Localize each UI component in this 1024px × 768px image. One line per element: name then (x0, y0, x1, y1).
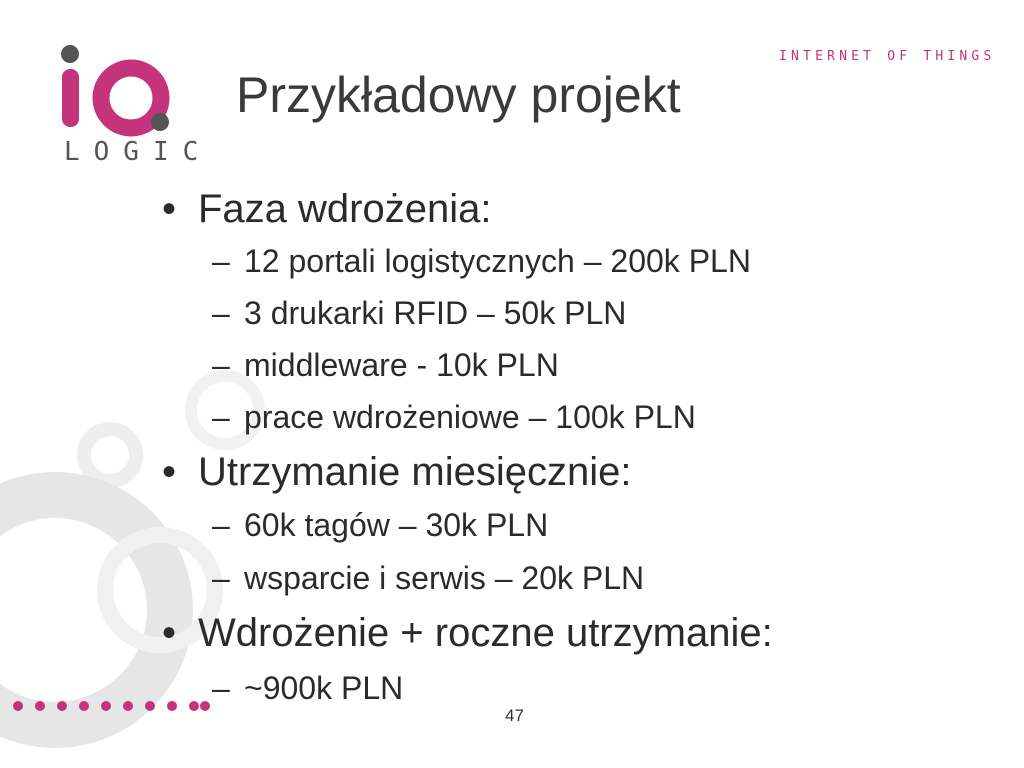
bullet-item (162, 187, 491, 232)
sub-item-text: 12 portali logistycznych – 200k PLN (244, 243, 751, 279)
sub-item (212, 347, 559, 384)
bullet-item (162, 611, 773, 656)
bullet-text: Wdrożenie + roczne utrzymanie: (198, 611, 773, 655)
page-number: 47 (505, 706, 524, 725)
dash-marker: – (212, 560, 230, 596)
sub-item (212, 560, 644, 597)
sub-item-text: 3 drukarki RFID – 50k PLN (244, 295, 627, 331)
sub-item (212, 399, 696, 436)
sub-item-text: 60k tagów – 30k PLN (244, 507, 549, 543)
sub-item (212, 670, 403, 707)
dash-marker: – (212, 347, 230, 383)
bullet-marker: • (162, 611, 177, 655)
sub-item-text: ~900k PLN (244, 670, 404, 706)
sub-item (212, 243, 751, 280)
bullet-text: Faza wdrożenia: (198, 187, 492, 231)
bullet-marker: • (162, 450, 177, 494)
bullet-text: Utrzymanie miesięcznie: (198, 450, 632, 494)
sub-item-text: prace wdrożeniowe – 100k PLN (244, 399, 696, 435)
bullet-marker: • (162, 187, 177, 231)
sub-item-text: middleware - 10k PLN (244, 347, 559, 383)
sub-item (212, 295, 626, 332)
tagline: INTERNET OF THINGS (779, 49, 996, 64)
dash-marker: – (212, 507, 230, 543)
bullet-item (162, 450, 631, 495)
dash-marker: – (212, 243, 230, 279)
sub-item (212, 507, 548, 544)
dash-marker: – (212, 670, 230, 706)
logo-wordmark: LOGIC (64, 137, 213, 167)
sub-item-text: wsparcie i serwis – 20k PLN (244, 560, 645, 596)
dash-marker: – (212, 295, 230, 331)
slide-title: Przykładowy projekt (236, 67, 681, 123)
dash-marker: – (212, 399, 230, 435)
